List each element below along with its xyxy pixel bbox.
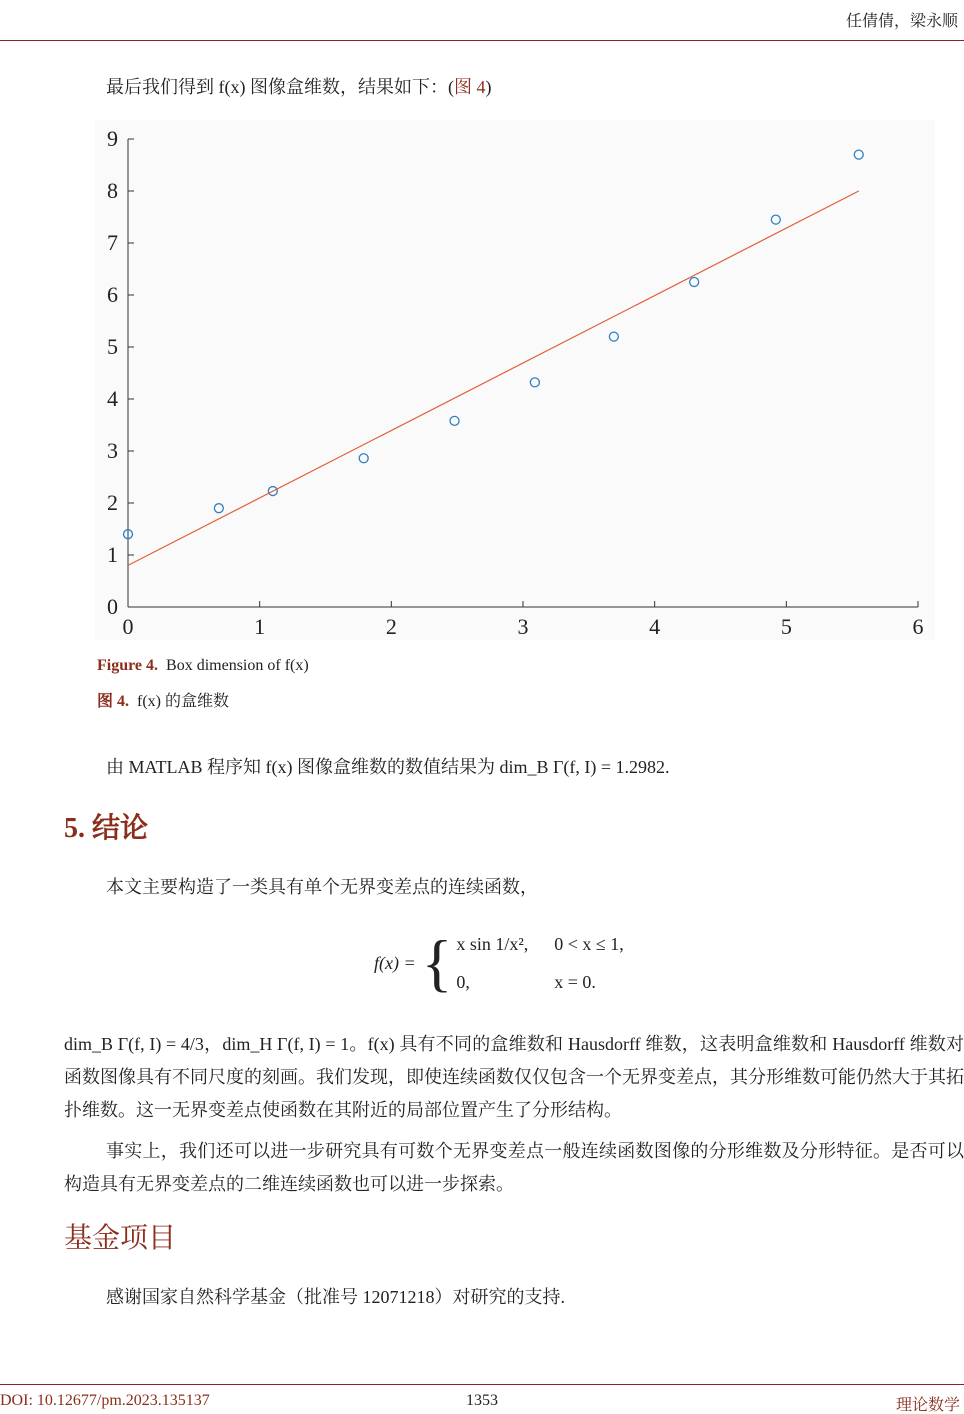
y-tick-label: 6 [107, 282, 118, 307]
figure-ref-link[interactable]: 图 4 [453, 77, 486, 97]
journal-name: 理论数学 [895, 1397, 960, 1414]
y-tick-label: 3 [107, 438, 118, 463]
funding-text: 感谢国家自然科学基金（批准号 12071218）对研究的支持. [106, 1287, 565, 1307]
conclusion-paragraph: dim_B Γ(f, I) = 4/3，dim_H Γ(f, I) = 1。f(x) 具有不同的盒维数和 Hausdorff 维数，这表明盒维数和 Hausdorff 维数对函数图像具有不同尺度的刻画。我们发现，即使连续函数仅仅包含一个无界变差点，其分形维数可能仍然大于其拓扑维数。这一无界变差点使函数在其附近的局部位置产生了分形结构。 [64, 1034, 964, 1120]
formula-cases [456, 930, 623, 996]
y-tick-label: 1 [107, 542, 118, 567]
conclusion-flow [64, 1028, 964, 1314]
figure-caption-en: Figure 4. Box dimension of f(x) [97, 657, 309, 674]
figure-caption-zh: 图 4. f(x) 的盒维数 [97, 693, 230, 710]
x-tick-label: 2 [385, 614, 397, 639]
doi-link[interactable]: DOI: 10.12677/pm.2023.135137 [0, 1392, 210, 1409]
intro-paragraph: 最后我们得到 f(x) 图像盒维数，结果如下：(图 4) [106, 77, 492, 97]
conclusion-intro: 本文主要构造了一类具有单个无界变差点的连续函数， [106, 877, 538, 897]
brace: { [421, 927, 453, 998]
header-rule [0, 40, 964, 41]
x-tick-label: 0 [122, 614, 134, 639]
x-tick-label: 6 [912, 614, 924, 639]
y-tick-label: 4 [107, 386, 118, 411]
future-work-paragraph: 事实上，我们还可以进一步研究具有可数个无界变差点一般连续函数图像的分形维数及分形特征。是否可以构造具有无界变差点的二维连续函数也可以进一步探索。 [64, 1141, 964, 1194]
y-tick-label: 7 [107, 230, 118, 255]
formula-case1-expr: x sin 1/x², [456, 934, 529, 954]
section-heading: 5. 结论 [64, 813, 149, 844]
y-tick-label: 2 [107, 490, 118, 515]
y-tick-label: 8 [107, 178, 118, 203]
y-tick-label: 0 [107, 594, 118, 619]
result-paragraph: 由 MATLAB 程序知 f(x) 图像盒维数的数值结果为 dim_B Γ(f, I) = 1.2982. [106, 757, 670, 777]
formula-case1-cond: 0 < x ≤ 1, [554, 934, 624, 954]
piecewise-formula [374, 928, 624, 998]
x-tick-label: 4 [649, 614, 661, 639]
formula-lhs: f(x) = [374, 952, 416, 973]
x-tick-label: 1 [254, 614, 266, 639]
formula-case2-cond: x = 0. [554, 972, 596, 992]
x-tick-label: 3 [517, 614, 529, 639]
footer-rule [0, 1384, 964, 1385]
x-tick-label: 5 [780, 614, 792, 639]
box-dimension-chart [90, 120, 940, 645]
y-tick-label: 5 [107, 334, 118, 359]
page-number: 1353 [466, 1392, 498, 1409]
formula-case2-expr: 0, [456, 972, 470, 992]
running-header: 任倩倩，梁永顺 [845, 13, 958, 30]
y-tick-label: 9 [107, 126, 118, 151]
funding-heading: 基金项目 [64, 1223, 177, 1254]
